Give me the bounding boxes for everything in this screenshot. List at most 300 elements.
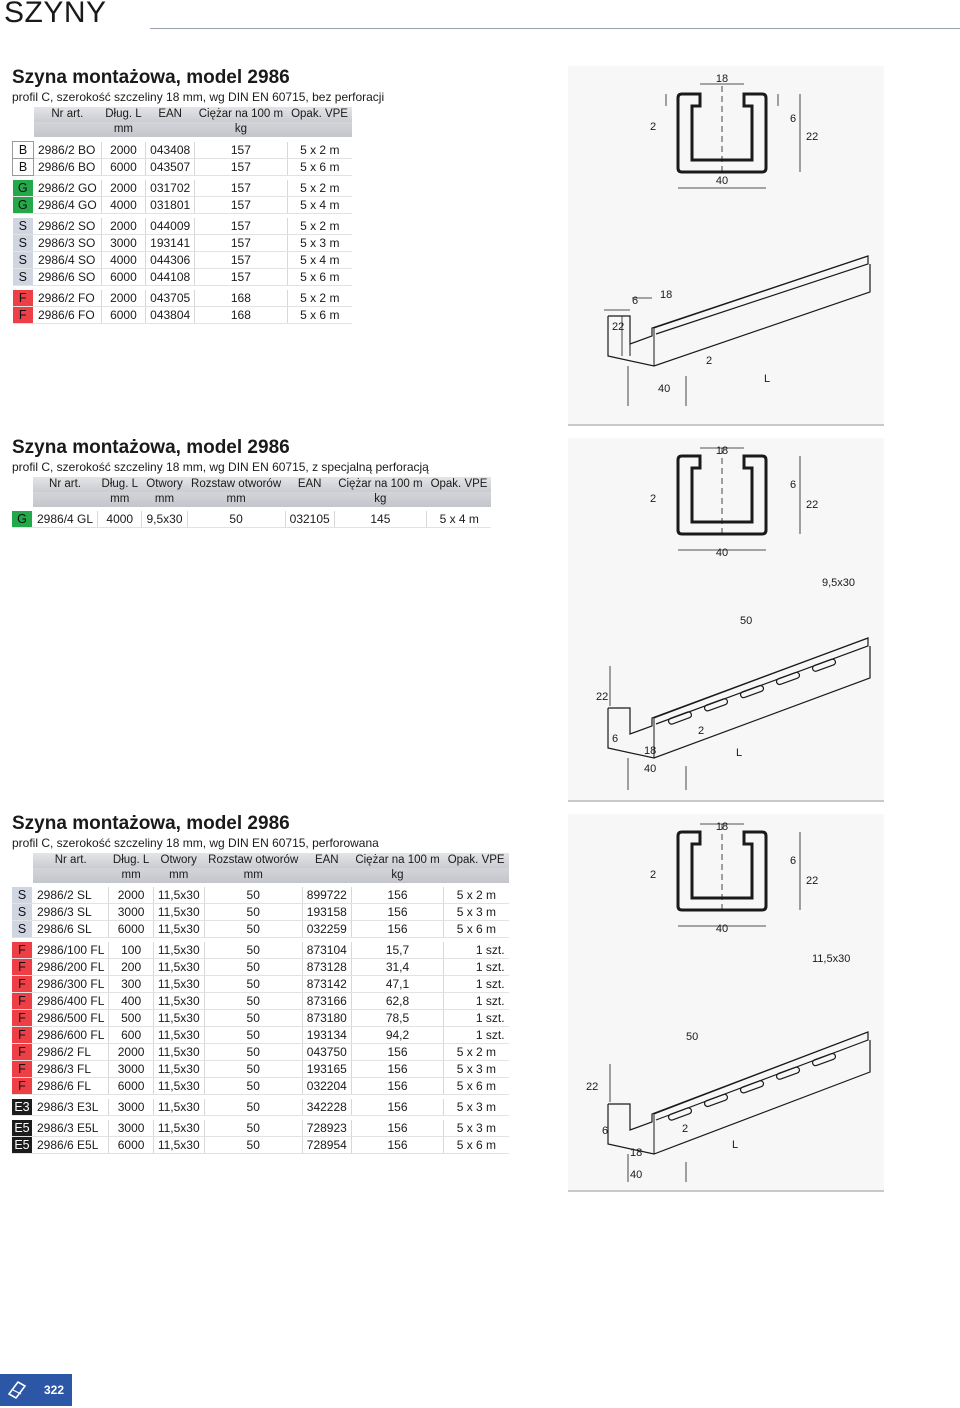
unit-header: mm [101,122,145,137]
table-cell: 5 x 2 m [287,142,352,159]
unit-header: kg [195,122,287,137]
color-code-badge: S [13,269,34,286]
column-header: Nr art. [33,477,98,492]
section-title: Szyna montażowa, model 2986 [12,813,290,834]
article-number: 2986/2 FO [34,290,102,307]
table-cell: 193141 [146,235,195,252]
code-header [13,107,34,122]
table-row [12,511,491,528]
dim-rail-lip: 6 [632,295,639,307]
table-cell: 1 szt. [444,993,509,1010]
column-header: Dług. L [109,853,153,868]
table-cell: 873166 [302,993,351,1010]
table-row [12,1078,509,1095]
table-cell: 400 [109,993,153,1010]
color-code-badge: B [13,142,34,159]
table-cell: 4000 [98,511,142,528]
color-code-badge: F [12,993,33,1010]
table-cell: 032204 [302,1078,351,1095]
dim-rail-t: 2 [698,725,705,737]
column-header: Nr art. [34,107,102,122]
table-row [13,290,352,307]
color-code-badge: E5 [12,1120,33,1137]
dim-rail-w: 40 [644,763,657,775]
column-header: EAN [302,853,351,868]
table-cell: 5 x 4 m [287,252,352,269]
section-title: Szyna montażowa, model 2986 [12,437,290,458]
table-cell: 5 x 6 m [287,307,352,324]
table-cell: 1 szt. [444,1027,509,1044]
unit-header [146,122,195,137]
unit-header: mm [204,868,302,883]
table-cell: 031702 [146,180,195,197]
dim-rail-lip: 6 [612,733,619,745]
table-cell: 5 x 6 m [444,1137,509,1154]
dim-pitch: 50 [686,1031,699,1043]
color-code-badge: F [12,942,33,959]
table-cell: 6000 [101,307,145,324]
dim-h: 22 [806,875,819,887]
table-cell: 873128 [302,959,351,976]
unit-header: kg [334,492,426,507]
table-row [13,180,352,197]
table-cell: 4000 [101,197,145,214]
unit-header [285,492,334,507]
color-code-badge: F [12,1078,33,1095]
rail-drawing [568,438,884,800]
table-row [13,197,352,214]
table-cell: 50 [187,511,285,528]
table-cell: 3000 [109,904,153,921]
table-cell: 50 [204,1027,302,1044]
dim-slot: 18 [715,445,729,457]
unit-header [33,868,109,883]
rail-drawing [568,814,884,1190]
rail-drawing [568,66,884,424]
table-cell: 50 [204,1137,302,1154]
table-cell: 50 [204,942,302,959]
table-row [12,1010,509,1027]
table-cell: 156 [351,1078,443,1095]
unit-header [287,122,352,137]
table-cell: 156 [351,921,443,938]
table-cell: 11,5x30 [153,887,204,904]
table-cell: 168 [195,307,287,324]
column-header: Opak. VPE [427,477,492,492]
article-number: 2986/6 BO [34,159,102,176]
article-number: 2986/500 FL [33,1010,109,1027]
column-header: Rozstaw otworów [204,853,302,868]
dim-rail-h: 22 [596,691,609,703]
perforation-hole [740,685,765,699]
perforation-hole [776,1066,801,1080]
column-header: Ciężar na 100 m [334,477,426,492]
table-cell: 157 [195,197,287,214]
dim-rail-t: 2 [706,355,713,367]
table-cell: 043750 [302,1044,351,1061]
table-cell: 5 x 6 m [444,1078,509,1095]
table-cell: 044306 [146,252,195,269]
table-cell: 156 [351,1061,443,1078]
table-cell: 15,7 [351,942,443,959]
table-cell: 193158 [302,904,351,921]
table-cell: 5 x 2 m [444,887,509,904]
section-subtitle: profil C, szerokość szczeliny 18 mm, wg DIN EN 60715, perforowana [12,836,379,850]
rail-icon [6,1378,28,1400]
table-cell: 044009 [146,218,195,235]
color-code-badge: F [13,290,34,307]
article-number: 2986/2 SO [34,218,102,235]
dim-h: 22 [806,131,819,143]
code-header [12,868,33,883]
dim-slot: 18 [715,73,729,85]
table-cell: 157 [195,180,287,197]
table-cell: 6000 [101,269,145,286]
dim-rail-len: L [736,747,743,759]
table-cell: 11,5x30 [153,993,204,1010]
unit-header [33,492,98,507]
table-row [12,921,509,938]
article-number: 2986/3 SO [34,235,102,252]
table-cell: 11,5x30 [153,942,204,959]
table-cell: 100 [109,942,153,959]
table-cell: 78,5 [351,1010,443,1027]
table-cell: 47,1 [351,976,443,993]
table-cell: 031801 [146,197,195,214]
perforation-hole [740,1080,765,1094]
table-cell: 157 [195,269,287,286]
table-cell: 11,5x30 [153,959,204,976]
column-header: Opak. VPE [287,107,352,122]
table-cell: 50 [204,1120,302,1137]
unit-header: kg [351,868,443,883]
table-cell: 11,5x30 [153,921,204,938]
article-number: 2986/6 SO [34,269,102,286]
article-number: 2986/200 FL [33,959,109,976]
table-cell: 50 [204,1078,302,1095]
table-cell: 5 x 4 m [287,197,352,214]
table-cell: 5 x 6 m [287,159,352,176]
unit-header: mm [187,492,285,507]
table-cell: 50 [204,1061,302,1078]
unit-header [444,868,509,883]
table-cell: 193165 [302,1061,351,1078]
table-cell: 5 x 4 m [427,511,492,528]
table-row [13,218,352,235]
table-cell: 50 [204,1010,302,1027]
dim-rail-len: L [764,373,771,385]
table-cell: 5 x 3 m [444,904,509,921]
article-number: 2986/4 GO [34,197,102,214]
table-cell: 043804 [146,307,195,324]
table-cell: 50 [204,993,302,1010]
table-cell: 157 [195,235,287,252]
table-cell: 94,2 [351,1027,443,1044]
table-cell: 043705 [146,290,195,307]
table-cell: 157 [195,252,287,269]
table-cell: 5 x 3 m [444,1061,509,1078]
section-subtitle: profil C, szerokość szczeliny 18 mm, wg DIN EN 60715, z specjalną perforacją [12,460,429,474]
unit-header [34,122,102,137]
table-row [12,1061,509,1078]
table-cell: 11,5x30 [153,1137,204,1154]
unit-header: mm [98,492,142,507]
table-cell: 5 x 3 m [287,235,352,252]
title-rule [150,28,960,29]
dim-rail-h: 22 [586,1081,599,1093]
article-number: 2986/4 GL [33,511,98,528]
dim-rail-slot: 18 [644,745,657,757]
table-cell: 300 [109,976,153,993]
table-cell: 600 [109,1027,153,1044]
table-cell: 62,8 [351,993,443,1010]
table-cell: 156 [351,1099,443,1116]
dim-w: 40 [715,175,729,187]
table-cell: 6000 [109,1137,153,1154]
color-code-badge: S [13,235,34,252]
column-header: Nr art. [33,853,109,868]
table-cell: 156 [351,1137,443,1154]
dim-t: 2 [650,493,657,505]
column-header: Otwory [153,853,204,868]
table-cell: 032105 [285,511,334,528]
color-code-badge: G [13,197,34,214]
color-code-badge: G [12,511,33,528]
column-header: Ciężar na 100 m [351,853,443,868]
table-row [12,993,509,1010]
article-number: 2986/3 FL [33,1061,109,1078]
table-row [13,252,352,269]
dim-w: 40 [715,547,729,559]
table-cell: 156 [351,887,443,904]
color-code-badge: E5 [12,1137,33,1154]
table-cell: 11,5x30 [153,1078,204,1095]
table-cell: 157 [195,218,287,235]
table-cell: 5 x 2 m [287,218,352,235]
color-code-badge: F [12,1010,33,1027]
table-cell: 50 [204,1044,302,1061]
product-table [12,853,509,1154]
table-cell: 044108 [146,269,195,286]
section-title: Szyna montażowa, model 2986 [12,67,290,88]
section-bez-perforacji [12,68,384,324]
table-cell: 4000 [101,252,145,269]
table-row [12,1044,509,1061]
table-cell: 11,5x30 [153,1099,204,1116]
dim-lip: 6 [790,113,797,125]
dim-pitch: 50 [740,615,753,627]
table-cell: 873180 [302,1010,351,1027]
table-cell: 043507 [146,159,195,176]
perforation-hole [668,1107,693,1121]
table-cell: 11,5x30 [153,1044,204,1061]
perforation-hole [704,1093,729,1107]
dim-rail-h: 22 [612,321,625,333]
article-number: 2986/6 FL [33,1078,109,1095]
table-cell: 3000 [109,1061,153,1078]
column-header: Dług. L [101,107,145,122]
dim-rail-slot: 18 [660,289,673,301]
table-row [13,159,352,176]
dim-t: 2 [650,869,657,881]
color-code-badge: F [12,1044,33,1061]
dim-h: 22 [806,499,819,511]
article-number: 2986/6 FO [34,307,102,324]
page-title: SZYNY [4,0,107,29]
color-code-badge: F [12,1027,33,1044]
table-cell: 157 [195,159,287,176]
color-code-badge: F [12,976,33,993]
color-code-badge: F [12,959,33,976]
table-cell: 11,5x30 [153,1120,204,1137]
column-header: Ciężar na 100 m [195,107,287,122]
column-header: EAN [146,107,195,122]
table-cell: 342228 [302,1099,351,1116]
code-header [12,477,33,492]
table-cell: 2000 [109,1044,153,1061]
column-header: EAN [285,477,334,492]
article-number: 2986/3 SL [33,904,109,921]
table-cell: 2000 [101,142,145,159]
table-row [12,1120,509,1137]
table-cell: 5 x 3 m [444,1099,509,1116]
table-cell: 1 szt. [444,942,509,959]
table-cell: 5 x 2 m [287,180,352,197]
table-cell: 899722 [302,887,351,904]
column-header: Opak. VPE [444,853,509,868]
dim-rail-t: 2 [682,1123,689,1135]
unit-header: mm [109,868,153,883]
section-perforowana [12,814,509,1154]
table-cell: 5 x 2 m [287,290,352,307]
table-cell: 11,5x30 [153,1010,204,1027]
code-header [12,492,33,507]
article-number: 2986/2 FL [33,1044,109,1061]
table-cell: 2000 [101,218,145,235]
table-cell: 50 [204,921,302,938]
dim-rail-slot: 18 [630,1147,643,1159]
color-code-badge: S [12,921,33,938]
table-cell: 728923 [302,1120,351,1137]
table-cell: 50 [204,976,302,993]
table-cell: 11,5x30 [153,1027,204,1044]
table-cell: 3000 [109,1099,153,1116]
perforation-hole [704,698,729,712]
table-cell: 9,5x30 [142,511,187,528]
table-row [12,942,509,959]
table-row [13,269,352,286]
perforation-hole [776,671,801,685]
dim-t: 2 [650,121,657,133]
column-header: Dług. L [98,477,142,492]
unit-header: mm [142,492,187,507]
table-row [12,887,509,904]
table-cell: 157 [195,142,287,159]
table-cell: 1 szt. [444,959,509,976]
table-cell: 5 x 6 m [444,921,509,938]
table-cell: 5 x 2 m [444,1044,509,1061]
dim-w: 40 [715,923,729,935]
perforation-hole [812,1053,837,1067]
article-number: 2986/100 FL [33,942,109,959]
perforation-hole [812,658,837,672]
table-cell: 145 [334,511,426,528]
diagram-rail-special-perforation [568,438,884,802]
page-number: 322 [44,1383,65,1397]
color-code-badge: S [13,218,34,235]
dim-lip: 6 [790,855,797,867]
color-code-badge: S [13,252,34,269]
column-header: Rozstaw otworów [187,477,285,492]
table-row [12,959,509,976]
table-cell: 032259 [302,921,351,938]
unit-header: mm [153,868,204,883]
table-cell: 728954 [302,1137,351,1154]
color-code-badge: G [13,180,34,197]
table-cell: 043408 [146,142,195,159]
dim-hole: 11,5x30 [812,953,851,965]
dim-rail-len: L [732,1139,739,1151]
table-cell: 193134 [302,1027,351,1044]
table-cell: 500 [109,1010,153,1027]
table-cell: 3000 [109,1120,153,1137]
article-number: 2986/300 FL [33,976,109,993]
table-cell: 50 [204,1099,302,1116]
table-row [12,1027,509,1044]
color-code-badge: S [12,904,33,921]
color-code-badge: F [13,307,34,324]
article-number: 2986/4 SO [34,252,102,269]
section-subtitle: profil C, szerokość szczeliny 18 mm, wg DIN EN 60715, bez perforacji [12,90,385,104]
article-number: 2986/3 E3L [33,1099,109,1116]
table-row [12,976,509,993]
table-cell: 11,5x30 [153,976,204,993]
table-cell: 11,5x30 [153,904,204,921]
code-header [12,853,33,868]
table-row [13,142,352,159]
table-cell: 156 [351,1120,443,1137]
table-cell: 2000 [109,887,153,904]
table-row [13,235,352,252]
table-row [13,307,352,324]
code-header [13,122,34,137]
product-table [12,477,491,528]
table-cell: 6000 [101,159,145,176]
article-number: 2986/600 FL [33,1027,109,1044]
table-cell: 156 [351,904,443,921]
dim-lip: 6 [790,479,797,491]
table-cell: 168 [195,290,287,307]
dim-rail-w: 40 [658,383,671,395]
article-number: 2986/3 E5L [33,1120,109,1137]
table-cell: 6000 [109,1078,153,1095]
table-cell: 1 szt. [444,1010,509,1027]
article-number: 2986/400 FL [33,993,109,1010]
color-code-badge: F [12,1061,33,1078]
dim-rail-w: 40 [630,1169,643,1181]
table-cell: 50 [204,887,302,904]
table-cell: 2000 [101,290,145,307]
article-number: 2986/6 E5L [33,1137,109,1154]
table-cell: 5 x 3 m [444,1120,509,1137]
article-number: 2986/2 BO [34,142,102,159]
table-cell: 1 szt. [444,976,509,993]
table-row [12,1137,509,1154]
dim-hole: 9,5x30 [822,577,856,589]
table-cell: 873104 [302,942,351,959]
table-cell: 156 [351,1044,443,1061]
table-cell: 200 [109,959,153,976]
